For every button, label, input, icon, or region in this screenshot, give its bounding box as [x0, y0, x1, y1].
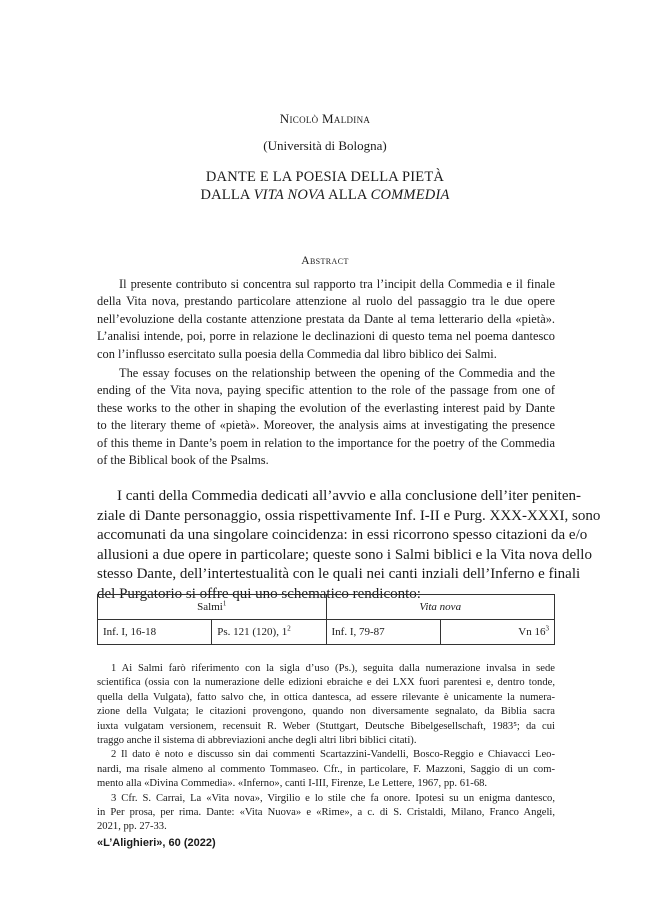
abstract-en-line: of the Biblical book of the Psalms. [97, 453, 269, 468]
footnote-line: 1 Ai Salmi farò riferimento con la sigla d’uso (Ps.), seguita dalla numerazione invalsa in sede [111, 663, 555, 674]
footnote-ref: 3 [545, 624, 549, 633]
footnote-ref: 1 [222, 599, 227, 608]
abstract-it-line: L’analisi intende, poi, porre in relazione le declinazioni di questo tema nel poema dantesco [97, 329, 555, 344]
footnote-line: zione della Vulgata; le citazioni provengono, quando non diversamente segnalato, da Biblia sacra [97, 706, 555, 718]
body-line: ziale di Dante personaggio, ossia rispettivamente Inf. I-II e Purg. XXX-XXXI, sono [97, 507, 601, 524]
title-line-1: DANTE E LA POESIA DELLA PIETÀ [205, 169, 445, 185]
footnote-line: 2021, pp. 27-33. [97, 821, 167, 833]
footnote-line: scientifica (ossia con la numerazione delle edizioni ebraiche e dei LXX fuori parentesi e, dentro tonde, [97, 677, 555, 689]
author-affiliation: (Università di Bologna) [263, 138, 387, 153]
article-title [0, 168, 650, 204]
body-paragraph [97, 487, 601, 604]
table-row [98, 620, 555, 645]
header-vita-nova [326, 595, 555, 620]
abstract-english [97, 365, 555, 469]
title-line-2-pre: DALLA [200, 187, 254, 203]
footnote-line: in Per prosa, per rima. Dante: «Vita Nuova» e «Rime», a c. di S. Cristaldi, Milano, Franco Angeli, [97, 807, 555, 819]
cell-psalm [212, 620, 326, 645]
abstract-en-line: to the literary theme of «pietà». Moreover, the analysis aims at investigating the presence [97, 418, 555, 433]
author-name: Nicolò Maldina [279, 111, 371, 126]
header-salmi-label: Salmi [197, 601, 223, 613]
table-header-row [98, 595, 555, 620]
header-salmi [98, 595, 327, 620]
abstract-it-line: Il presente contributo si concentra sul rapporto tra l’incipit della Commedia e il finale [119, 277, 555, 291]
title-vita-nova: VITA NOVA [253, 187, 326, 203]
footnote-ref: 2 [287, 624, 291, 633]
abstract-it-line: con l’influsso esercitato sulla poesia della Commedia dal libro biblico dei Salmi. [97, 346, 497, 361]
cell-vn-text: Vn 16 [518, 626, 546, 638]
abstract-en-line: these works to the other in shaping the evolution of the everlasting interest paid by Dante [97, 400, 555, 415]
abstract-en-line: The essay focuses on the relationship between the opening of the Commedia and the [119, 366, 555, 380]
title-line-2 [0, 186, 650, 204]
footnote-line: mento alla «Divina Commedia». «Inferno», canti I-III, Firenze, Le Lettere, 1967, pp. 61-68. [97, 778, 488, 790]
body-line: stesso Dante, dell’intertestualità con le quali nei canti inziali dell’Inferno e finali [97, 566, 581, 582]
footnote-line: iuxta vulgatam versionem, recensuit R. Weber (Stuttgart, Deutsche Bibelgesellschaft, 1983⁵; da cui [97, 720, 555, 732]
title-commedia: COMMEDIA [370, 187, 450, 203]
abstract-heading: Abstract [301, 255, 349, 267]
header-vita-nova-label: Vita nova [419, 601, 462, 613]
body-line: del Purgatorio si offre qui uno schematico rendiconto: [97, 585, 421, 602]
body-line: I canti della Commedia dedicati all’avvio e alla conclusione dell’iter peniten- [117, 488, 581, 504]
abstract-en-line: ending of the Vita nova, paying specific attention to the role of the passage from one of [97, 383, 555, 398]
synopsis-table [97, 594, 555, 645]
abstract-it-line: della Vita nova, prestando particolare attenzione al ruolo del passaggio tra le due opere [97, 294, 555, 309]
abstract-it-line: nell’evoluzione della costante attenzione prestata da Dante al tema letterario della «pietà». [97, 311, 555, 326]
title-line-2-mid: ALLA [325, 187, 371, 203]
footnotes [97, 662, 555, 835]
cell-inf-vn: Inf. I, 79-87 [326, 620, 440, 645]
body-line: accomunati da una singolare coincidenza: in essi ricorrono spesso citazioni da e/o [97, 527, 588, 543]
footnote-line: quella della Vulgata), fatto salvo che, in ottica dantesca, ad essere rilevante è unicamente la numera- [97, 691, 555, 703]
cell-vn [440, 620, 554, 645]
running-footer: «L’Alighieri», 60 (2022) [97, 837, 216, 849]
cell-psalm-text: Ps. 121 (120), 1 [217, 626, 288, 638]
footnote-line: nardi, ma risale almeno al commento Tommaseo. Cfr., in particolare, F. Mazzoni, Saggio di un com- [97, 763, 555, 775]
abstract-italian [97, 276, 555, 363]
abstract-en-line: of this theme in Dante’s poem in relation to the importance for the poetry of the Commedia [97, 435, 555, 450]
footnote-line: 2 Il dato è noto e discusso sin dai commenti Scartazzini-Vandelli, Bosco-Reggio e Chiavacci Leo- [111, 749, 555, 761]
cell-inf-salmi: Inf. I, 16-18 [98, 620, 212, 645]
footnote-line: 3 Cfr. S. Carrai, La «Vita nova», Virgilio e lo stile che fa onore. Ipotesi su un enigma dantesco, [111, 792, 555, 804]
footnote-line: traggo anche il sistema di abbreviazioni anche degli altri libri biblici citati). [97, 735, 417, 747]
body-line: allusioni a due opere in particolare; queste sono i Salmi biblici e la Vita nova dello [97, 546, 592, 563]
